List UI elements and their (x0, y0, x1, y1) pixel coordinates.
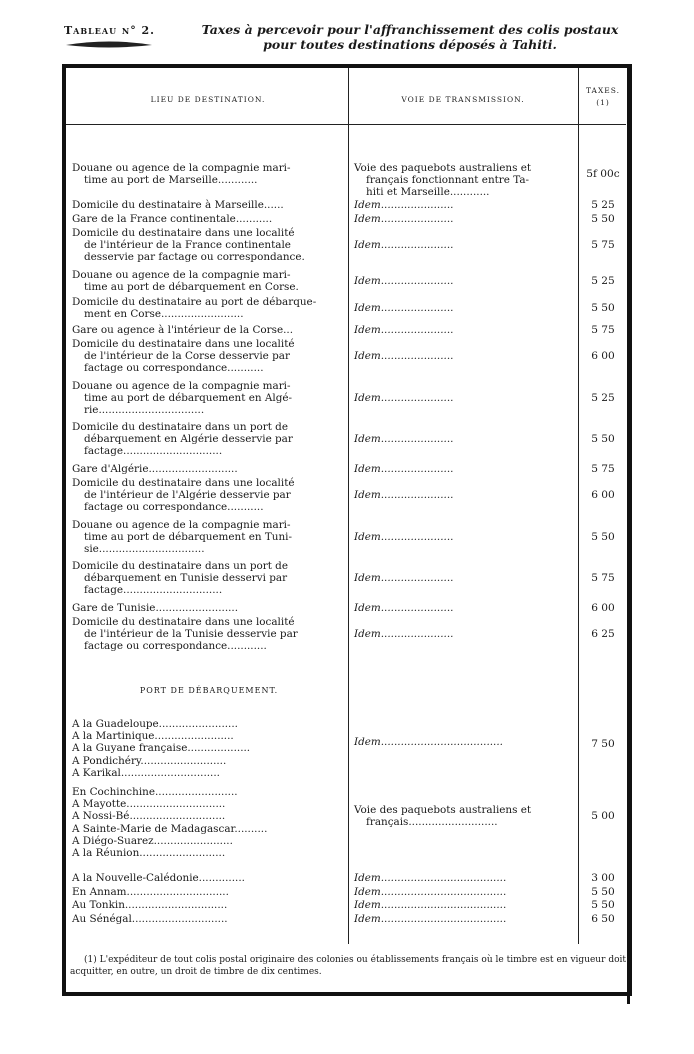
table-row-taxe: 5 75 (591, 463, 615, 475)
table-row-lieu (72, 269, 346, 293)
port-item: A Pondichéry.......................... (72, 754, 227, 767)
port-taxe: 6 50 (591, 913, 615, 925)
table-row-voie (354, 392, 576, 404)
table-row-taxe: 5 50 (591, 302, 615, 315)
lieu-line: débarquement en Tunisie desservi par (84, 572, 288, 585)
section-title: PORT DE DÉBARQUEMENT. (139, 686, 279, 695)
port-item: A la Guyane française................... (72, 742, 251, 755)
voie-line: Voie des paquebots australiens et (354, 804, 532, 816)
lieu-line: débarquement en Algérie desservie par (84, 433, 293, 446)
lieu-line: factage.............................. (84, 584, 223, 597)
lieu-line: Douane ou agence de la compagnie mari- (72, 380, 291, 392)
voie-line: Idem...................... (354, 531, 454, 544)
voie-line: Idem...................... (354, 392, 454, 405)
lieu-line: factage.............................. (84, 445, 223, 458)
lieu-line: Domicile du destinataire dans une localité (72, 477, 295, 489)
header-divider (66, 124, 626, 125)
table-row-voie (354, 324, 576, 336)
lieu-line: Domicile du destinataire dans un port de (72, 421, 288, 433)
table-row-lieu (72, 477, 346, 514)
lieu-line: Domicile du destinataire dans un port de (72, 560, 288, 572)
port-item: A la Nouvelle-Calédonie.............. (72, 872, 245, 884)
lieu-line: time au port de débarquement en Tuni- (84, 531, 293, 544)
port-voie: Idem...................................... (354, 872, 507, 884)
column-divider-2 (578, 68, 579, 944)
table-row-taxe: 5f 00c (586, 168, 620, 181)
taxes-note-ref: (1) (596, 98, 610, 107)
voie-line: Idem...................... (354, 489, 454, 502)
table-row-lieu (72, 324, 346, 336)
table-row-voie (354, 602, 576, 614)
port-voie: Idem...................................... (354, 899, 507, 911)
port-item: A Karikal.............................. (72, 766, 220, 779)
lieu-line: Domicile du destinataire dans une localité (72, 338, 295, 350)
table-row-taxe: 5 50 (591, 433, 615, 446)
lieu-line: Gare d'Algérie........................... (72, 463, 238, 475)
ports-group-1-voie: Idem..................................... (354, 736, 503, 748)
table-row-voie (354, 302, 576, 314)
table-row-lieu (72, 602, 346, 614)
lieu-line: factage ou correspondance............ (84, 640, 267, 653)
table-row-voie (354, 239, 576, 251)
table-row-taxe: 6 00 (591, 489, 615, 502)
lieu-line: Domicile du destinataire dans une localité (72, 227, 295, 239)
voie-line: Idem...................... (354, 302, 454, 315)
column-header-lieu: LIEU DE DESTINATION. (150, 95, 266, 104)
lieu-line: factage ou correspondance........... (84, 362, 264, 375)
page-title (180, 22, 640, 52)
table-row-lieu (72, 380, 346, 417)
lieu-line: sie................................ (84, 543, 205, 556)
ports-group-2-taxe: 5 00 (591, 810, 615, 822)
lieu-line: ment en Corse......................... (84, 308, 244, 321)
port-item: En Cochinchine......................... (72, 786, 238, 798)
table-row-lieu (72, 338, 346, 375)
table-row-taxe: 5 50 (591, 213, 615, 225)
lieu-line: Douane ou agence de la compagnie mari- (72, 519, 291, 531)
table-row-voie (354, 628, 576, 640)
lieu-line: de l'intérieur de l'Algérie desservie par (84, 489, 291, 502)
table-row-voie (354, 213, 576, 225)
voie-line: Idem...................... (354, 324, 454, 336)
port-taxe: 3 00 (591, 872, 615, 884)
lieu-line: Douane ou agence de la compagnie mari- (72, 162, 291, 174)
table-row-lieu (72, 296, 346, 320)
voie-line: français fonctionnant entre Ta- (366, 174, 530, 187)
table-row-taxe: 5 75 (591, 572, 615, 585)
voie-line: Idem...................... (354, 275, 454, 288)
lieu-line: desservie par factage ou correspondance. (84, 251, 305, 264)
lieu-line: Domicile du destinataire dans une localité (72, 616, 295, 628)
table-row-lieu (72, 227, 346, 264)
voie-line: Idem...................... (354, 463, 454, 475)
ports-group-1-taxe: 7 50 (591, 738, 615, 750)
lieu-line: de l'intérieur de la Corse desservie par (84, 350, 290, 363)
taxes-label: TAXES. (585, 86, 621, 95)
lieu-line: Gare ou agence à l'intérieur de la Corse... (72, 324, 294, 336)
table-row-taxe: 6 00 (591, 350, 615, 363)
table-row-voie (354, 531, 576, 543)
table-row-lieu (72, 560, 346, 597)
title-line-2: pour toutes destinations déposés à Tahiti. (263, 37, 557, 52)
port-item: A Sainte-Marie de Madagascar.......... (72, 822, 268, 835)
lieu-line: Douane ou agence de la compagnie mari- (72, 269, 291, 281)
table-row-voie (354, 350, 576, 362)
table-row-lieu (72, 213, 346, 225)
port-voie: Idem...................................... (354, 886, 507, 898)
column-header-voie: VOIE DE TRANSMISSION. (401, 95, 525, 104)
port-item: A Nossi-Bé............................. (72, 810, 226, 823)
table-row-taxe: 5 25 (591, 199, 615, 211)
table-row-lieu (72, 199, 346, 211)
table-row-voie (354, 162, 576, 199)
table-row-lieu (72, 162, 346, 186)
table-row-taxe: 5 75 (591, 324, 615, 336)
table-row-lieu (72, 616, 346, 653)
table-right-border (627, 64, 630, 1004)
table-row-voie (354, 275, 576, 287)
port-voie: Idem...................................... (354, 913, 507, 925)
lieu-line: time au port de Marseille............ (84, 174, 258, 187)
lieu-line: de l'intérieur de la France continentale (84, 239, 291, 252)
lieu-line: factage ou correspondance........... (84, 501, 264, 514)
decorative-swash-icon (64, 40, 154, 50)
table-row-voie (354, 572, 576, 584)
table-row-taxe: 5 25 (591, 275, 615, 288)
table-row-taxe: 5 75 (591, 239, 615, 252)
table-row-taxe: 6 25 (591, 628, 615, 641)
lieu-line: Domicile du destinataire au port de débarque- (72, 296, 317, 308)
port-item: En Annam............................... (72, 886, 229, 898)
voie-line: Idem...................... (354, 199, 454, 211)
table-row-voie (354, 489, 576, 501)
voie-line: Idem...................... (354, 350, 454, 363)
port-item: A Mayotte.............................. (72, 798, 226, 811)
table-row-lieu (72, 421, 346, 458)
ports-group-2-voie (354, 804, 576, 828)
port-item: A la Guadeloupe........................ (72, 718, 238, 730)
port-taxe: 5 50 (591, 899, 615, 911)
voie-line: Voie des paquebots australiens et (354, 162, 532, 174)
port-item: A Diégo-Suarez........................ (72, 834, 233, 847)
port-item: Au Sénégal............................. (72, 913, 228, 925)
lieu-line: time au port de débarquement en Algé- (84, 392, 293, 405)
ports-group-2 (72, 786, 346, 859)
lieu-line: rie................................ (84, 404, 205, 417)
table-number: Tableau n° 2. (64, 24, 156, 37)
lieu-line: Gare de la France continentale........... (72, 213, 273, 225)
table-row-taxe: 5 50 (591, 531, 615, 544)
table-row-voie (354, 433, 576, 445)
column-divider-1 (348, 68, 349, 944)
port-item: A la Martinique........................ (72, 730, 234, 743)
table-row-taxe: 5 25 (591, 392, 615, 405)
voie-line: Idem...................... (354, 572, 454, 585)
lieu-line: Gare de Tunisie......................... (72, 602, 239, 614)
lieu-line: time au port de débarquement en Corse. (84, 281, 299, 294)
voie-line: Idem...................... (354, 213, 454, 225)
column-header-taxes (580, 86, 626, 107)
table-row-lieu (72, 519, 346, 556)
title-line-1: Taxes à percevoir pour l'affranchissement des colis postaux (201, 22, 619, 37)
port-taxe: 5 50 (591, 886, 615, 898)
voie-line: Idem...................... (354, 628, 454, 641)
voie-line: Idem...................... (354, 602, 454, 614)
voie-line: hiti et Marseille............ (366, 186, 490, 199)
footnote: (1) L'expéditeur de tout colis postal originaire des colonies ou établissements français où le timbre est en vigueur doit acquitter, en outre, un droit de timbre de dix centimes. (70, 955, 626, 977)
voie-line: Idem...................... (354, 433, 454, 446)
lieu-line: de l'intérieur de la Tunisie desservie par (84, 628, 298, 641)
table-row-taxe: 6 00 (591, 602, 615, 614)
table-row-voie (354, 463, 576, 475)
table-row-lieu (72, 463, 346, 475)
voie-line: Idem...................... (354, 239, 454, 252)
table-row-voie (354, 199, 576, 211)
voie-line: français........................... (366, 816, 498, 829)
lieu-line: Domicile du destinataire à Marseille...... (72, 199, 284, 211)
port-item: Au Tonkin............................... (72, 899, 228, 911)
port-item: A la Réunion.......................... (72, 847, 226, 860)
ports-group-1 (72, 718, 346, 779)
